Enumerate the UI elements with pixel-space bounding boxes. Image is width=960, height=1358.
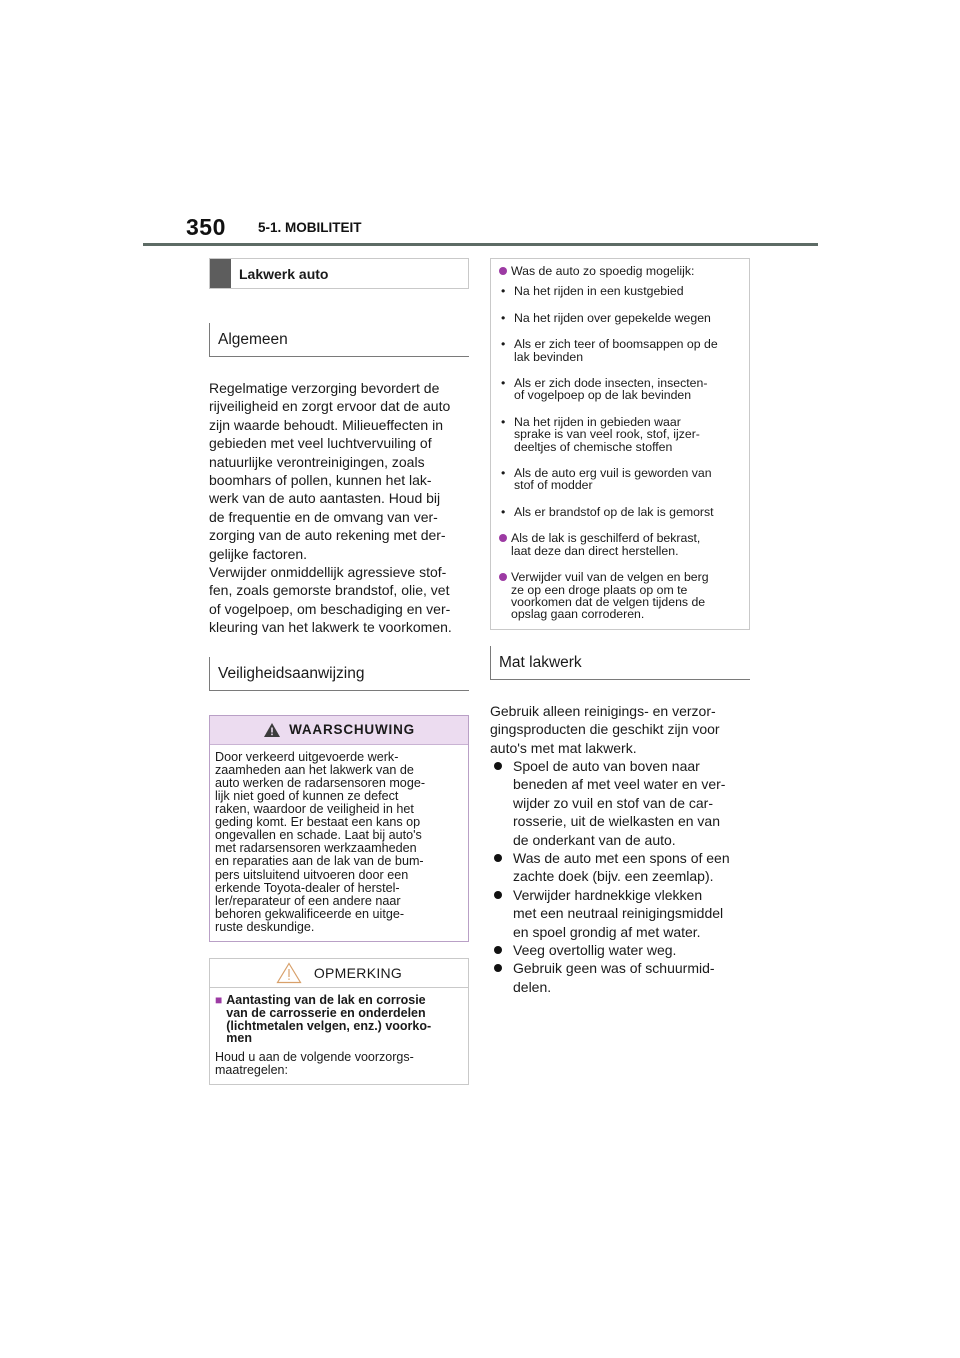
note-body (210, 988, 468, 1084)
heading-text: Lakwerk auto (239, 265, 329, 282)
list-item: Als de lak is geschilferd of bekrast, laat deze dan direct herstellen. (499, 532, 741, 557)
right-column (490, 258, 750, 996)
bullet-dot-icon (494, 762, 502, 770)
subhead-general: Algemeen (209, 323, 469, 357)
warning-text: Door verkeerd uitgevoerde werk- zaamheden aan het lakwerk van de auto werken de radarsensoren moge- lijk niet goed of kunnen ze defect raken, waardoor de veiligheid in het geding komt. Er bestaat een kans op ongevallen en schade. Laat bij auto's met radarsensoren werkzaamheden en reparaties aan de lak van de bum- pers uitsluitend uitvoeren door een erkende Toyota-dealer of herstel- ler/reparateur of een andere naar behoren gekwalificeerde en uitge- ruste deskundige. (215, 749, 426, 934)
bullet-item: Verwijder hardnekkige vlekken met een neutraal reinigingsmiddel en spoel grondig af met water. (490, 886, 750, 941)
dot-bullet-icon (499, 267, 507, 275)
paragraph-matte-intro: Gebruik alleen reinigings- en verzor- gingsproducten die geschikt zijn voor auto's met mat lakwerk. (490, 702, 720, 756)
note-title: OPMERKING (313, 965, 403, 981)
sub-list-item: • Na het rijden in een kustgebied (501, 284, 684, 299)
section-title: 5-1. MOBILITEIT (258, 220, 362, 235)
bullet-dot-icon (494, 891, 502, 899)
header-rule (143, 243, 818, 246)
paragraph-general: Regelmatige verzorging bevordert de rijveiligheid en zorgt ervoor dat de auto zijn waarde behoudt. Milieueffecten in gebieden met veel luchtvervuiling of natuurlijke verontreinigingen, zoals boomhars of pollen, kunnen het lak- werk van de auto aantasten. Houd bij de frequentie en de omvang van ver- zorging van de auto rekening met der- gelijke factoren. Verwijder onmiddellijk agressieve stof- fen, zoals gemorste brandstof, olie, vet of vogelpoep, om beschadiging en ver- kleuring van het lakwerk te voorkomen. (209, 380, 452, 636)
sub-list-item: • Als er brandstof op de lak is gemorst (501, 504, 714, 519)
sub-list-item: • Als er zich teer of boomsappen op de lak bevinden (501, 337, 718, 364)
bullet-item: Veeg overtollig water weg. (490, 941, 750, 959)
note-item (215, 994, 462, 1045)
list-item: Was de auto zo spoedig mogelijk: (499, 265, 741, 277)
note-box (209, 958, 469, 1085)
bullet-item: Spoel de auto van boven naar beneden af met veel water en ver- wijder zo vuil en stof van de car- rosserie, uit de wielkasten en van de onderkant van de auto. (490, 757, 750, 849)
note-continuation-box (490, 258, 750, 630)
section-heading (209, 258, 469, 289)
page-number: 350 (186, 214, 226, 240)
heading-marker (210, 259, 231, 288)
warning-triangle-icon (263, 722, 281, 738)
subhead-matte: Mat lakwerk (490, 646, 750, 680)
list-item: Verwijder vuil van de velgen en berg ze op een droge plaats op om te voorkomen dat de velgen tijdens de opslag gaan corroderen. (499, 571, 741, 621)
warning-header (210, 716, 468, 745)
sub-list-item: • Als er zich dode insecten, insecten- of vogelpoep op de lak bevinden (501, 376, 708, 403)
note-item-title: Aantasting van de lak en corrosie van de carrosserie en onderdelen (lichtmetalen velgen, enz.) voorko- men (226, 993, 432, 1046)
sub-list-item: • Na het rijden over gepekelde wegen (501, 310, 711, 325)
warning-box (209, 715, 469, 942)
dot-bullet-icon (499, 573, 507, 581)
warning-title: WAARSCHUWING (289, 722, 415, 738)
square-bullet-icon: ■ (215, 993, 223, 1007)
subhead-safety: Veiligheidsaanwijzing (209, 657, 469, 691)
bullet-dot-icon (494, 854, 502, 862)
bullet-item: Gebruik geen was of schuurmid- delen. (490, 959, 750, 996)
dot-bullet-icon (499, 534, 507, 542)
bullet-item: Was de auto met een spons of een zachte doek (bijv. een zeemlap). (490, 849, 750, 886)
note-item-text: Houd u aan de volgende voorzorgs- maatregelen: (215, 1050, 414, 1077)
bullet-dot-icon (494, 964, 502, 972)
sub-list-item: • Als de auto erg vuil is geworden van stof of modder (501, 466, 712, 493)
bullet-dot-icon (494, 946, 502, 954)
caution-triangle-icon (276, 962, 302, 984)
note-header (210, 959, 468, 988)
left-column (209, 258, 469, 1085)
sub-list-item: • Na het rijden in gebieden waar sprake is van veel rook, stof, ijzer- deeltjes of chemische stoffen (501, 414, 700, 454)
